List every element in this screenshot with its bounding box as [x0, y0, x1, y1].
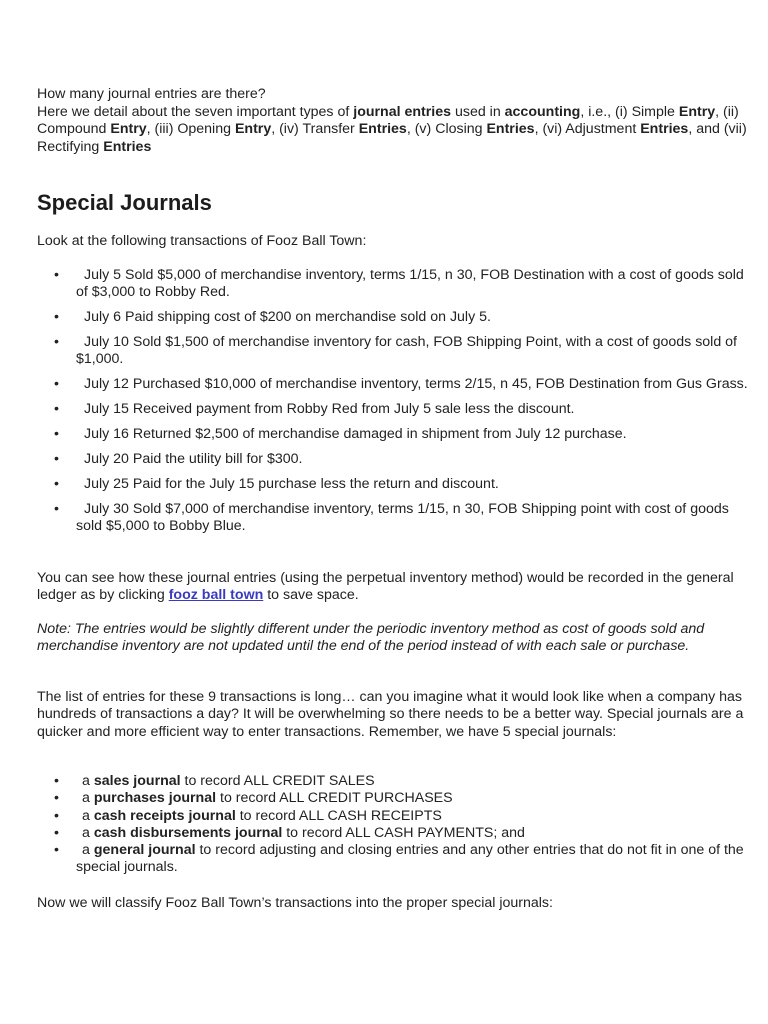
journal-name: general journal — [93, 842, 196, 859]
text-run: , and (vii) Rectifying — [37, 121, 747, 155]
journal-name: cash disbursements journal — [93, 824, 283, 841]
transaction-text: July 30 Sold $7,000 of merchandise inventory, terms 1/15, n 30, FOB Shipping point with cost of goods sold $5,000 to Bobby Blue. — [76, 500, 729, 535]
intro-section — [37, 86, 747, 156]
list-item — [37, 334, 749, 369]
transaction-text: July 16 Returned $2,500 of merchandise damaged in shipment from July 12 purchase. — [84, 426, 627, 443]
list-item — [37, 476, 749, 493]
bold-term: Entries — [103, 138, 152, 155]
list-item — [37, 790, 749, 807]
journal-name: cash receipts journal — [93, 807, 236, 824]
journal-name: sales journal — [93, 773, 181, 789]
journal-purpose: to record ALL CREDIT PURCHASES — [216, 790, 453, 807]
list-item — [37, 267, 749, 302]
bold-term: accounting — [504, 103, 581, 120]
transactions-list — [37, 267, 749, 543]
bold-term: Entries — [486, 121, 535, 137]
journal-purpose: to record ALL CREDIT SALES — [180, 773, 375, 789]
intro-types-paragraph — [37, 104, 747, 157]
special-journals-intro: The list of entries for these 9 transactions is long… can you imagine what it would look like when a company has hundreds of transactions a day? It will be overwhelming so there needs to be a better way. Special journals are a quicker and more efficient way to enter transactions. Remember, we have 5 special journals: — [37, 689, 744, 740]
bold-term: Entries — [640, 121, 689, 137]
special-journals-list — [37, 773, 749, 877]
text-run: used in — [451, 103, 505, 120]
list-item — [37, 401, 749, 418]
list-item — [37, 426, 749, 443]
ledger-paragraph — [37, 570, 749, 605]
list-item — [37, 808, 749, 825]
section-heading: Special Journals — [37, 190, 212, 215]
text-run: Here we detail about the seven important types of — [37, 103, 354, 120]
text-run: , (iii) Opening — [146, 121, 235, 137]
text-run: , i.e., (i) Simple — [580, 103, 679, 120]
list-item — [37, 773, 749, 790]
transaction-text: July 25 Paid for the July 15 purchase less the return and discount. — [84, 475, 499, 492]
article-text: a — [82, 807, 90, 824]
bold-term: Entry — [678, 103, 716, 120]
text-run: to save space. — [263, 587, 359, 604]
note-paragraph: Note: The entries would be slightly different under the periodic inventory method as cost of goods sold and merchandise inventory are not updated until the end of the period instead of with each sale or purchase. — [37, 621, 705, 655]
transaction-text: July 5 Sold $5,000 of merchandise inventory, terms 1/15, n 30, FOB Destination with a cost of goods sold of $3,000 to Robby Red. — [76, 267, 744, 301]
intro-question: How many journal entries are there? — [37, 86, 266, 102]
bold-term: journal entries — [353, 103, 452, 120]
bold-term: Entry — [110, 121, 147, 137]
list-item — [37, 451, 749, 468]
transaction-text: July 20 Paid the utility bill for $300. — [84, 450, 303, 467]
article-text: a — [82, 773, 90, 789]
text-run: You can see how these journal entries (using the perpetual inventory method) would be recorded in the general ledger as by clicking — [37, 570, 734, 604]
list-item — [37, 825, 749, 842]
journal-purpose: to record adjusting and closing entries and any other entries that do not fit in one of the special journals. — [76, 842, 744, 876]
fooz-ball-town-link[interactable]: fooz ball town — [168, 587, 264, 604]
journal-purpose: to record ALL CASH PAYMENTS; and — [282, 824, 525, 841]
article-text: a — [82, 842, 90, 859]
list-item — [37, 309, 749, 326]
text-run: , (v) Closing — [406, 121, 487, 137]
lead-paragraph: Look at the following transactions of Fooz Ball Town: — [37, 233, 367, 249]
text-run: , (vi) Adjustment — [534, 121, 641, 137]
list-item — [37, 501, 749, 536]
bold-term: Entry — [234, 121, 272, 137]
transaction-text: July 6 Paid shipping cost of $200 on merchandise sold on July 5. — [84, 309, 491, 326]
list-item — [37, 842, 749, 877]
transaction-text: July 15 Received payment from Robby Red from July 5 sale less the discount. — [84, 401, 575, 418]
transaction-text: July 10 Sold $1,500 of merchandise inventory for cash, FOB Shipping Point, with a cost of goods sold of $1,000. — [76, 334, 737, 368]
journal-purpose: to record ALL CASH RECEIPTS — [235, 807, 442, 824]
classify-paragraph: Now we will classify Fooz Ball Town’s transactions into the proper special journals: — [37, 895, 553, 911]
text-run: , (iv) Transfer — [271, 121, 359, 137]
journal-name: purchases journal — [93, 790, 217, 807]
article-text: a — [82, 824, 90, 841]
list-item — [37, 376, 749, 393]
transaction-text: July 12 Purchased $10,000 of merchandise inventory, terms 2/15, n 45, FOB Destination from Gus Grass. — [84, 376, 748, 393]
article-text: a — [82, 790, 90, 807]
bold-term: Entries — [358, 121, 407, 137]
text-run: , (ii) Compound — [37, 103, 739, 137]
